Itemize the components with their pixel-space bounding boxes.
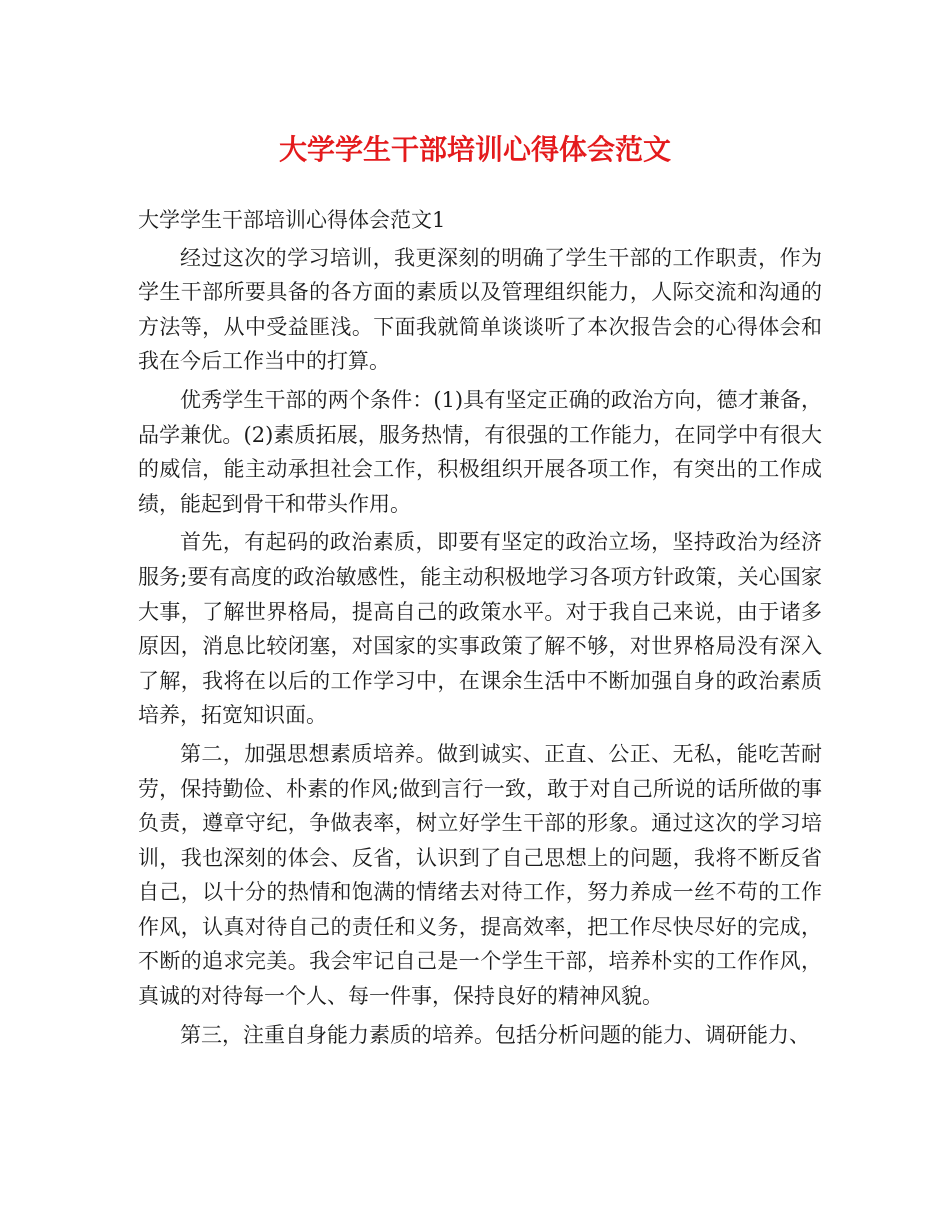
paragraph-5: 第三，注重自身能力素质的培养。包括分析问题的能力、调研能力、: [180, 1022, 810, 1047]
paragraph-4: 第二，加强思想素质培养。做到诚实、正直、公正、无私，能吃苦耐劳，保持勤俭、朴素的作风;做到言行一致，敢于对自己所说的话所做的事负责，遵章守纪，争做表率，树立好学生干部的形象。通过这次的学习培训，我也深刻的体会、反省，认识到了自己思想上的问题，我将不断反省自己，以十分的热情和饱满的情绪去对待工作，努力养成一丝不苟的工作作风，认真对待自己的责任和义务，提高效率，把工作尽快尽好的完成，不断的追求完美。我会牢记自己是一个学生干部，培养朴实的工作作风，真诚的对待每一个人、每一件事，保持良好的精神风貌。: [138, 741, 822, 1009]
paragraph-3: 首先，有起码的政治素质，即要有坚定的政治立场，坚持政治为经济服务;要有高度的政治敏感性，能主动积极地学习各项方针政策，关心国家大事，了解世界格局，提高自己的政策水平。对于我自己来说，由于诸多原因，消息比较闭塞，对国家的实事政策了解不够，对世界格局没有深入了解，我将在以后的工作学习中，在课余生活中不断加强自身的政治素质培养，拓宽知识面。: [138, 530, 822, 728]
paragraph-2: 优秀学生干部的两个条件：(1)具有坚定正确的政治方向，德才兼备，品学兼优。(2)素质拓展，服务热情，有很强的工作能力，在同学中有很大的威信，能主动承担社会工作，积极组织开展各项工作，有突出的工作成绩，能起到骨干和带头作用。: [138, 387, 822, 516]
document-body: [138, 203, 822, 1056]
paragraph-1: 经过这次的学习培训，我更深刻的明确了学生干部的工作职责，作为学生干部所要具备的各方面的素质以及管理组织能力，人际交流和沟通的方法等，从中受益匪浅。下面我就简单谈谈听了本次报告会的心得体会和我在今后工作当中的打算。: [138, 245, 822, 374]
document-title: 大学学生干部培训心得体会范文: [278, 133, 671, 166]
section-heading: 大学学生干部培训心得体会范文1: [138, 208, 446, 232]
